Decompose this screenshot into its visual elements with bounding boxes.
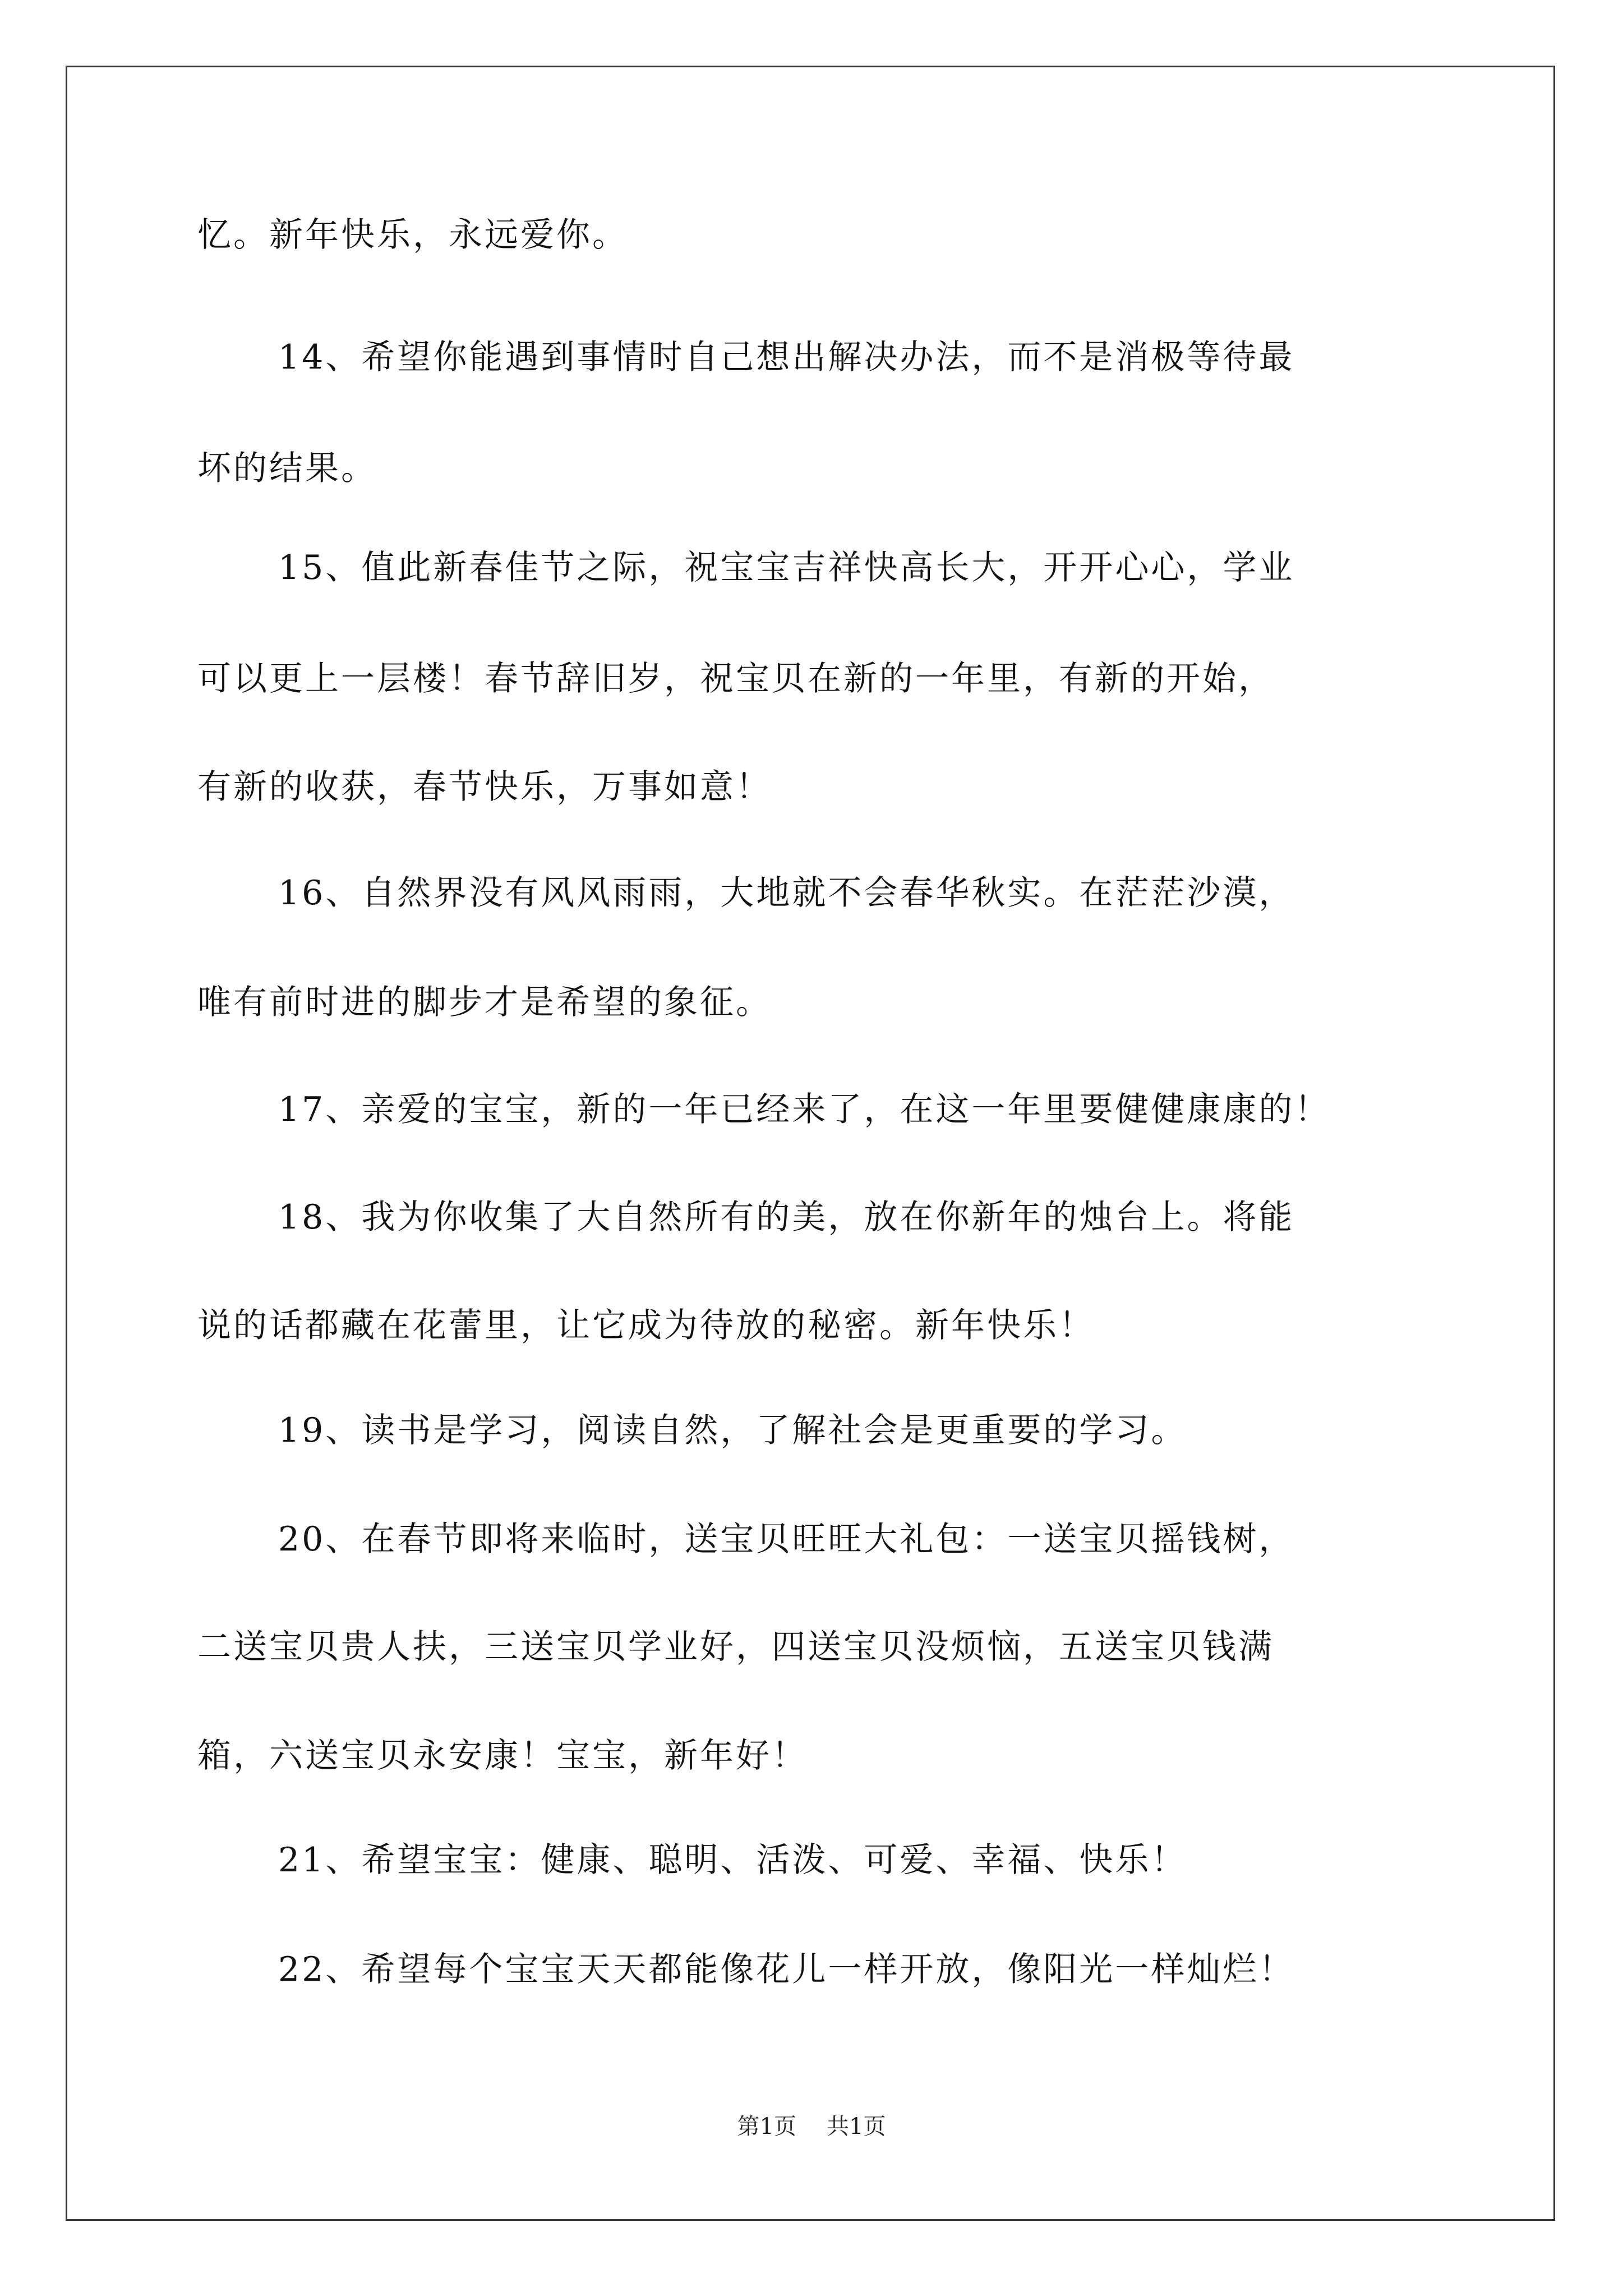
text-line-5: 可以更上一层楼！春节辞旧岁，祝宝贝在新的一年里，有新的开始，: [197, 659, 1274, 698]
page-number-total: 共1页: [827, 2114, 886, 2139]
page-number-current: 第1页: [737, 2114, 796, 2139]
text-line-17: 22、希望每个宝宝天天都能像花儿一样开放，像阳光一样灿烂！: [278, 1950, 1295, 1989]
text-line-14: 二送宝贝贵人扶，三送宝贝学业好，四送宝贝没烦恼，五送宝贝钱满: [197, 1627, 1274, 1667]
text-line-7: 16、自然界没有风风雨雨，大地就不会春华秋实。在茫茫沙漠，: [278, 873, 1295, 913]
text-line-2: 14、希望你能遇到事情时自己想出解决办法，而不是消极等待最: [278, 338, 1295, 377]
text-line-6: 有新的收获，春节快乐，万事如意！: [197, 767, 772, 807]
text-line-11: 说的话都藏在花蕾里，让它成为待放的秘密。新年快乐！: [197, 1306, 1095, 1345]
page-border: [66, 66, 1555, 2221]
page-footer: [0, 2113, 1623, 2141]
text-line-10: 18、我为你收集了大自然所有的美，放在你新年的烛台上。将能: [278, 1198, 1295, 1237]
text-line-15: 箱，六送宝贝永安康！宝宝，新年好！: [197, 1736, 808, 1775]
text-line-3: 坏的结果。: [197, 449, 377, 488]
text-line-4: 15、值此新春佳节之际，祝宝宝吉祥快高长大，开开心心，学业: [278, 548, 1295, 587]
text-line-8: 唯有前时进的脚步才是希望的象征。: [197, 983, 772, 1022]
text-line-12: 19、读书是学习，阅读自然，了解社会是更重要的学习。: [278, 1411, 1187, 1450]
text-line-16: 21、希望宝宝：健康、聪明、活泼、可爱、幸福、快乐！: [278, 1841, 1187, 1880]
text-line-9: 17、亲爱的宝宝，新的一年已经来了，在这一年里要健健康康的！: [278, 1090, 1331, 1129]
text-line-1: 忆。新年快乐，永远爱你。: [197, 215, 628, 255]
text-line-13: 20、在春节即将来临时，送宝贝旺旺大礼包：一送宝贝摇钱树，: [278, 1520, 1295, 1559]
